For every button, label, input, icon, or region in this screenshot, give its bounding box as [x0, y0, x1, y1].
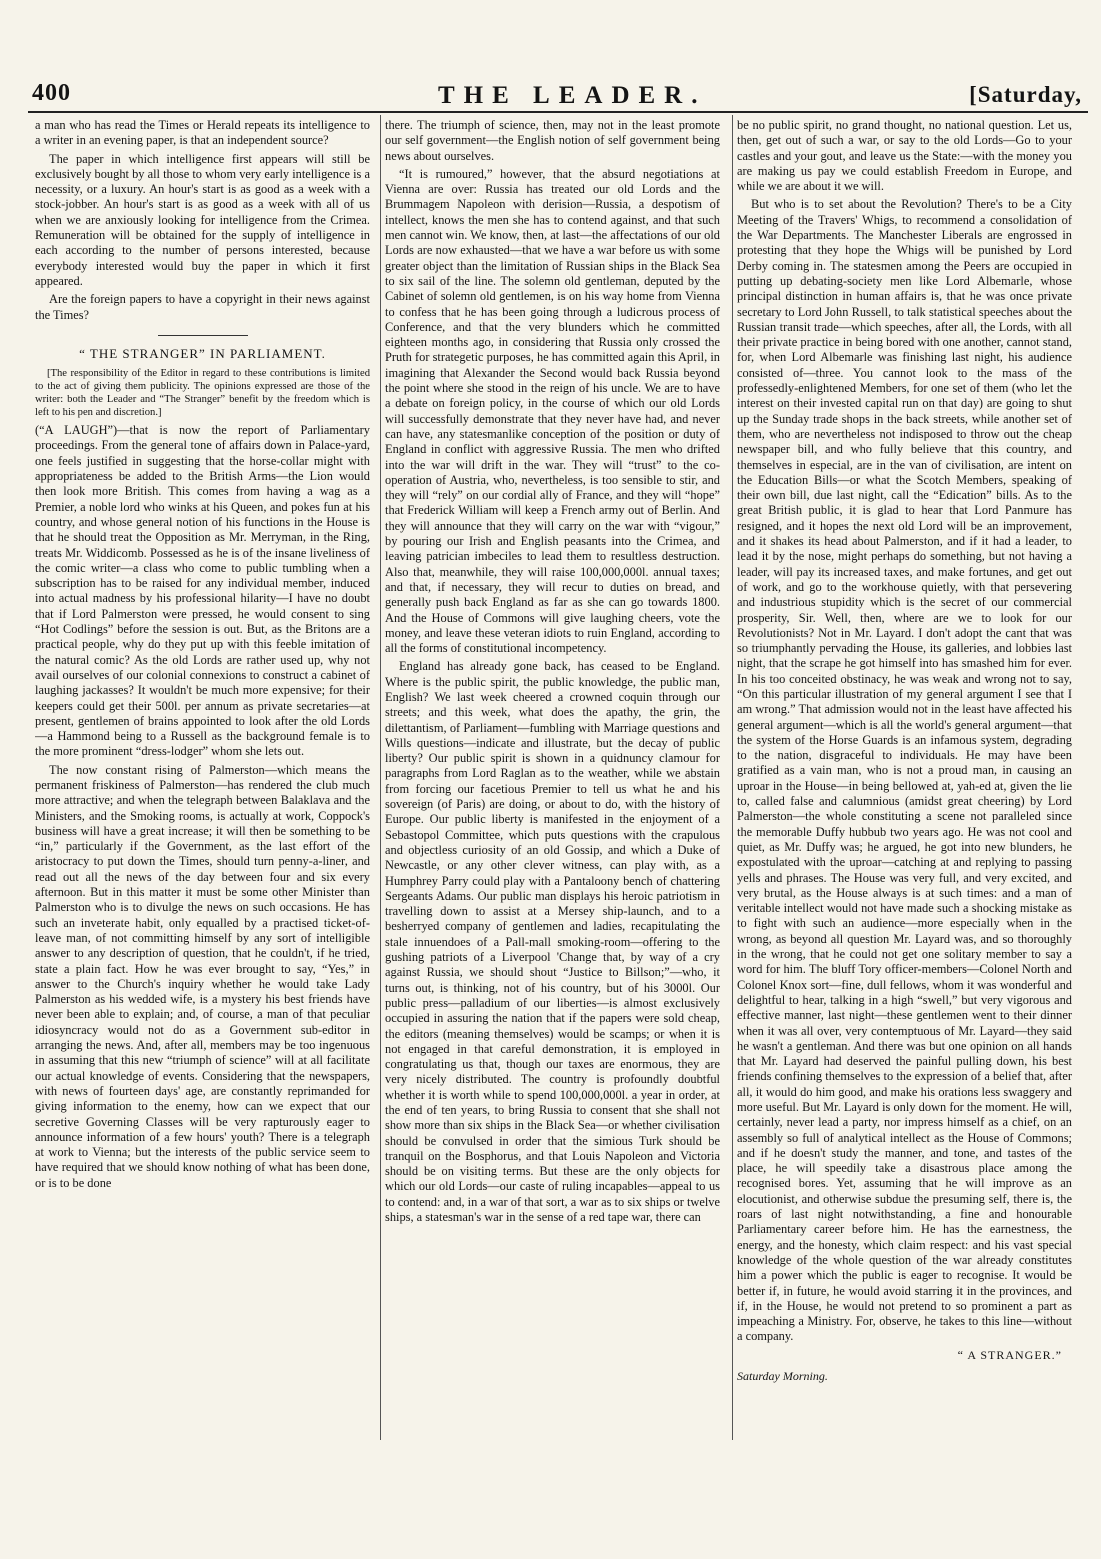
section-divider: [158, 335, 248, 336]
article-heading: “ THE STRANGER” IN PARLIAMENT.: [79, 345, 326, 361]
issue-day: [Saturday,: [969, 82, 1082, 107]
paper-title: THE LEADER.: [438, 82, 707, 109]
paragraph: be no public spirit, no grand thought, no national question. Let us, then, get out of such a war, or say to the old Lords—Go to your castles and your gout, and leave us the State:—with the money you are making us pay we could establish Freedom in Europe, and while we are about it we will.: [737, 118, 1072, 194]
paragraph: Are the foreign papers to have a copyright in their news against the Times?: [35, 292, 370, 322]
paragraph: But who is to set about the Revolution? There's to be a City Meeting of the Travers' Whigs, to recommend a consolidation of the War Departments. The Manchester Liberals are engrossed in protesting that they hope the Whigs will be punished by Lord Derby coming in. The statesmen among the Peers are occupied in putting up debating-society men like Lord Albemarle, whose principal distinction in human affairs is, that he was once private secretary to Lord John Russell, to talk statistical speeches about the Russian transit trade—which speeches, after all, the Lords, with all their private practice in being bored with one another, cannot stand, for, when Lord Albemarle was finishing last night, his audience consisted of—three. You cannot look to the mass of the professedly-enlightened Members, for one set of them (who let the interest on their invested capital run on that day) are going to shut up the Sunday trade shops in the back streets, while another set of them, who are nevertheless not indisposed to throw out the cheap newspaper bill, and who fully believe that this country, and themselves in especial, are in the van of civilisation, are intent on the Education Bills—or what the Scotch Members, speaking of their own bill, due last night, call the “Edication” bills. As to the great British public, it is glad to hear that Lord Panmure has resigned, and it hopes the next old Lord will be an improvement, and it shakes its head about Palmerston, and if it had a leader, to lead it by the nose, might perhaps do something, but not having a leader, will pay its increased taxes, and make fortunes, and get out of work, and go to the workhouse quietly, with that persevering and industrious stupidity which is the secret of our commercial prosperity, Sir. Well, then, where are we to look for our Revolutionists? Not in Mr. Layard. I don't adopt the cant that was so triumphantly pervading the House, its galleries, and lobbies last night, that the scrape he got himself into has smashed him for ever. In his too conceited obstinacy, he was weak and wrong not to say, “On this particular illustration of my general argument I see that I am wrong.” That admission would not in the least have affected his general argument—which is all the world's general argument—that the system of the Horse Guards is an infamous system, degrading to the nation, disgraceful to individuals. He may have been gratified as a vain man, who is not a proud man, in causing an uproar in the House—in being bellowed at, yah-ed at, given the lie to, called false and calumnious (amidst great cheering) by Lord Palmerston—the whole constituting a scene not paralleled since the memorable Duffy hubbub two years ago. He was not cool and quiet, as Mr. Duffy was; he argued, he got into new blunders, he expostulated with the uproar—catching at and replying to passing yells and phrases. The House was very full, and very excited, and very brutal, as the House always is at such times: and a man of veritable intellect would not have made such a shocking mistake as to fight with such an audience—more especially when in the wrong, as beyond all question Mr. Layard was, and so thoroughly in the wrong, that he could not get one solitary member to say a word for him. The bluff Tory officer-members—Colonel North and Colonel Knox sort—fine, dull fellows, whom it was wonderful and delightful to hear, talking in a high “swell,” but very vigorous and effective manner, last night—these gentlemen went to their dinner when it was all over, very contemptuous of Mr. Layard—they said he wasn't a gentleman. And there was but one opinion on all hands that Mr. Layard had deserved the painful pulling down, his best friends confining themselves to the expression of a belief that, after all, it would do him good, and make his orations less swaggery and more useful. But Mr. Layard is only down for the moment. He will, certainly, never lead a party, nor impress himself as a chief, on an assembly so full of analytical intellect as the House of Commons; and if he doesn't study the manner, and tone, and tastes of the place, he will speedily take a disastrous place among the recognised bores. Yet, assuming that he will improve as an elocutionist, and otherwise subdue the presuming self, there is, the roars of last night notwithstanding, a fine and honourable Parliamentary career before him. He has the earnestness, the energy, and the honesty, which claim respect: and his vast special knowledge of the whole question of the war already constitutes him a power which the public is eager to recognise. It would be better if, in future, he would avoid starring it in the provinces, and if, in the House, he would not pretend to so prominent a part as impeaching a Ministry. For, observe, he takes to this line—without a company.: [737, 197, 1072, 1344]
paragraph: (“A LAUGH”)—that is now the report of Parliamentary proceedings. From the general tone of affairs down in Palace-yard, one feels justified in suggesting that the horse-collar might with appropriateness be added to the British Arms—the Lion would then look more British. This comes from having a wag as a Premier, a noble lord who winks at his Queen, and pokes fun at his country, and whose general notion of his functions in the House is that he should treat the Opposition as Mr. Merryman, in the Ring, treats Mr. Widdicomb. Possessed as he is of the insane liveliness of the comic writer—a class who come to public tumbling when a subscription has to be raised for any individual member, induced into actual madness by his professional hilarity—I have no doubt that if Lord Palmerston were pressed, he would consent to sing “Hot Codlings” before the session is out. But, as the Britons are a practical people, why do they put up with this feeble imitation of the natural comic? As the old Lords are rather used up, why not avail ourselves of our colonial connexions to construct a cabinet of laughing jackasses? It wouldn't be much more expensive; for their keepers could get their 500l. per annum as private secretaries—at present, gentlemen of brains appointed to look after the old Lords—a Hammond being to a Russell as the background female is to the more prominent “dress-lodger” whom she lets out.: [35, 423, 370, 759]
masthead: [28, 80, 1088, 114]
dateline: Saturday Morning.: [737, 1369, 828, 1384]
paragraph: “It is rumoured,” however, that the absurd negotiations at Vienna are over: Russia has treated our old Lords and the Brummagem Napoleon with derision—Russia, a despotism of intellect, knows the men she has to contend against, and that such men cannot win. We know, then, at last—the affectations of our old Lords are now exhausted—that we have a war before us with some greater object than the limitation of Russian ships in the Black Sea to six sail of the line. The solemn old gentleman, deputed by the Cabinet of solemn old gentlemen, is on his way home from Vienna to confess that he has been going through a ludicrous process of Conference, and that the very blunders which he committed eighteen months ago, in considering that Russia only crossed the Pruth for strategetic purposes, he has committed again this April, in imagining that Alexander the Second would back Russia beyond the point where she stood in the reign of his uncle. We are to have a debate on foreign policy, in the course of which our old Lords will successfully demonstrate that they never have had, and never can have, any statesmanlike conception of the position or duty of England in conflict with aggressive Russia. The men who drifted into the war will drift in the war. They will “trust” to the co-operation of Austria, who, nevertheless, is too sensible to stir, and they will “rely” on our cordial ally of France, and they will “hope” that Frederick William will keep a French army out of Berlin. And they will announce that they will carry on the war with “vigour,” by pouring our Irish and English peasants into the Crimea, and leaving patrician imbeciles to lead them to resultless destruction. Also that, meanwhile, they will raise 100,000,000l. annual taxes; and that, if necessary, they will recur to duties on bread, and generally push back England as far as she can go towards 1800. And the House of Commons will give laughing cheers, vote the money, and leave these veteran idiots to ruin England, according to all the forms of constitutional incompetency.: [385, 166, 720, 656]
paragraph: England has already gone back, has ceased to be England. Where is the public spirit, the public knowledge, the public man, English? We last week cheered a crowned coquin through our streets; and this week, what does the apathy, the grin, the dilettantism, of Parliament—fumbling with Marriage questions and Wills questions—indicate and illustrate, but the decay of public liberty? Our public spirit is shown in a quidnuncy clamour for paragraphs from Lord Raglan as to the weather, while we abstain from forcing our facetious Premier to tell us what he and his sovereign (of Paris) are doing, or about to do, with the history of Europe. Our public liberty is manifested in the enjoyment of a Sebastopol Committee, which puts questions with the crapulous and objectless curiosity of an old Gossip, and which a Duke of Newcastle, or any other clever witness, can play with, as a Humphrey Parry could play with a Pantaloony bench of chattering Sergeants Adams. Our public man displays his heroic patriotism in travelling down to assist at a Mersey ship-launch, and to a besherryed company of gentlemen and ladies, recapitulating the stale innuendoes of a Pall-mall smoking-room—offering to the gushing patriots of a Liverpool 'Change that, by way of a cry against Russia, we should shout “Justice to Billson;”—who, it turns out, is thinking, not of his country, but of his 3000l. Our public press—palladium of our liberties—is almost exclusively occupied in assuring the nation that if the papers were sold cheap, the editors (meaning themselves) would be scamps; or when it is not engaged in that careful demonstration, it is employed in congratulating us that, though our taxes are enormous, they are very nicely distributed. The country is profoundly doubtful whether it is worth while to spend 100,000,000l. a year in order, at the end of ten years, to bring Russia to consent that she shall not show more than six ships in the Black Sea—or whether civilisation should be convulsed in order that the simious Turk should be tranquil on the Bosphorus, and that Louis Napoleon and Victoria should be on visiting terms. But these are the only objects for which our old Lords—our caste of ruling incapables—appeal to us to contend: and, in a war of that sort, a war as to six ships or twelve ships, a statesman's war in the sense of a red tape war, there can: [385, 659, 720, 1225]
column-divider: [380, 115, 381, 1440]
signature: “ A STRANGER.”: [957, 1347, 1062, 1362]
paragraph: a man who has read the Times or Herald repeats its intelligence to a writer in an evening paper, is that an independent source?: [35, 118, 370, 148]
column-1: [35, 118, 370, 1553]
column-divider: [732, 115, 733, 1440]
masthead-rule: [28, 111, 1088, 113]
paragraph: there. The triumph of science, then, may not in the least promote our self government—the English notion of self government being news about ourselves.: [385, 118, 720, 163]
column-3: [737, 118, 1072, 1553]
paragraph: The paper in which intelligence first appears will still be exclusively bought by all those to whom very early intelligence is a necessity, or a luxury. An hour's start is as good as a week with a stock-jobber. An hour's start is as good as a week with all of us when we are anxiously looking for intelligence from the Crimea. Remuneration will be obtained for the supply of intelligence in each according to the number of persons interested, because everybody interested would buy the paper in which it first appeared.: [35, 151, 370, 288]
editor-note: [The responsibility of the Editor in regard to these contributions is limited to the act of giving them publicity. The opinions expressed are those of the writer: both the Leader and “The Stranger” benefit by the freedom which is left to his pen and discretion.]: [35, 368, 370, 419]
page-number: 400: [32, 80, 71, 106]
paragraph: The now constant rising of Palmerston—which means the permanent friskiness of Palmerston—has rendered the club much more attractive; and when the telegraph between Balaklava and the Ministers, and the Smoking rooms, is actually at work, Coppock's business will have a great increase; it will then be something to be “in,” particularly if the Government, as the last effort of the aristocracy to put down the Times, should turn penny-a-liner, and read out all the news of the day between four and six every afternoon. But in this matter it must be some other Minister than Palmerston who is to divulge the news on such occasions. He has such an inveterate habit, only equalled by a practised ticket-of-leave man, of not committing himself by any sort of intelligible answer to any description of question, that he couldn't, if he tried, state a plain fact. How he was ever brought to say, “Yes,” in answer to the Church's inquiry whether he would take Lady Palmerston as his wedded wife, is a mystery his best friends have never been able to explain; and, of course, a man of that peculiar idiosyncracy would not do as a Government sub-editor in arranging the news. And, after all, members may be too ingenuous in assuming that this new “triumph of science” will at all facilitate our actual knowledge of events. Considering that the newspapers, with news of fourteen days' age, are constantly reprimanded for giving information to the enemy, how can we expect that our secretive Governing Classes will be very rapturously eager to announce information of a few hours' youth? There is a telegraph at work to Vienna; but the interests of the public service seem to have required that we should know nothing of what has been done, or is to be done: [35, 762, 370, 1190]
column-2: [385, 118, 720, 1553]
